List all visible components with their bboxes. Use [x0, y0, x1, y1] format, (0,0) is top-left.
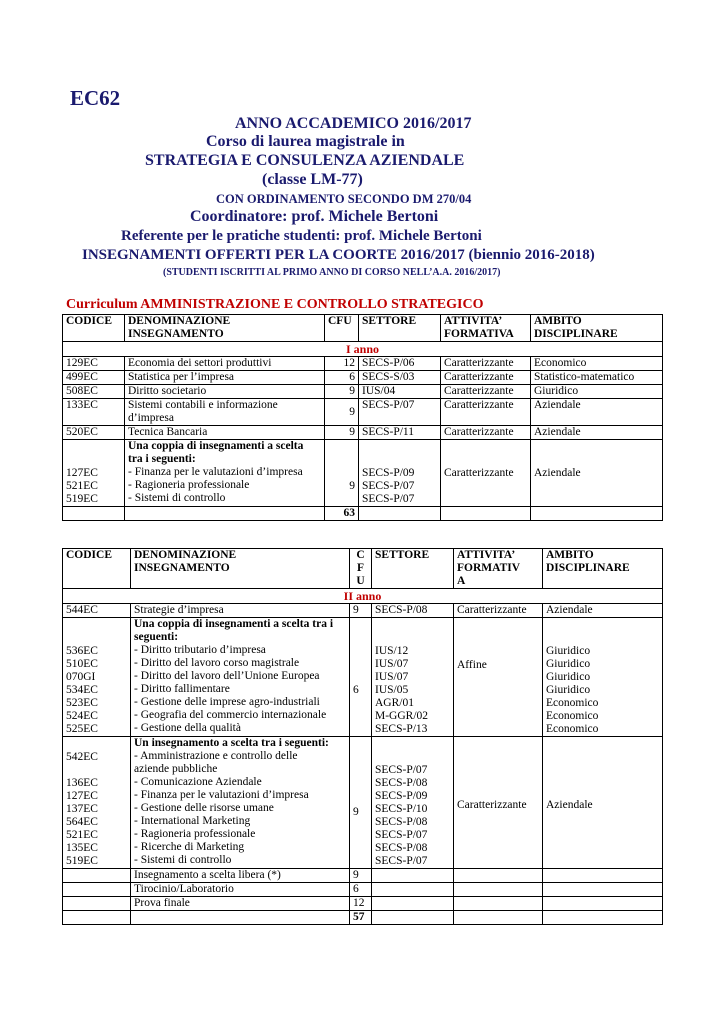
col-header-attivita: ATTIVITA’ FORMATIVA	[441, 315, 531, 342]
cell-cfu: 9	[350, 737, 372, 869]
cell-cfu: 9	[325, 426, 359, 440]
cell-nome: Diritto societario	[125, 385, 325, 399]
cell-group	[131, 737, 350, 869]
total-row	[63, 507, 663, 521]
cell-settori: SECS-P/09 SECS-P/07 SECS-P/07	[359, 440, 441, 507]
table-row	[63, 399, 663, 426]
table-row	[63, 869, 663, 883]
cell-nome: Economia dei settori produttivi	[125, 357, 325, 371]
col-header-codice: CODICE	[63, 315, 125, 342]
cell-attivita: Affine	[454, 618, 543, 737]
col-header-codice: CODICE	[63, 549, 131, 589]
courses-offered: INSEGNAMENTI OFFERTI PER LA COORTE 2016/2017 (biennio 2016-2018)	[82, 247, 595, 263]
col-header-denominazione: DENOMINAZIONE INSEGNAMENTO	[131, 549, 350, 589]
col-header-cfu: CFU	[325, 315, 359, 342]
cell-attivita: Caratterizzante	[441, 399, 531, 426]
table-row	[63, 385, 663, 399]
cell-nome: Tecnica Bancaria	[125, 426, 325, 440]
cell-attivita: Caratterizzante	[441, 385, 531, 399]
cell-settore: SECS-P/08	[372, 604, 454, 618]
col-header-cfu: C F U	[350, 549, 372, 589]
cell-ambito: Statistico-matematico	[531, 371, 663, 385]
cell-nome: Sistemi contabili e informazione d’impresa	[125, 399, 325, 426]
cell-nome: Strategie d’impresa	[131, 604, 350, 618]
regulation: CON ORDINAMENTO SECONDO DM 270/04	[216, 192, 472, 206]
year-label: I anno	[63, 342, 663, 357]
group-title: Una coppia di insegnamenti a scelta tra i seguenti:	[134, 618, 334, 643]
table-header-row	[63, 315, 663, 342]
total-row	[63, 911, 663, 925]
cell-attivita: Caratterizzante	[441, 426, 531, 440]
cell-codice: 544EC	[63, 604, 131, 618]
table-row-choice-group	[63, 440, 663, 507]
cell-ambito: Aziendale	[543, 737, 663, 869]
group-items: - Diritto tributario d’impresa - Diritto del lavoro corso magistrale - Diritto del lavoro dell’Unione Europea - Diritto fallimentare - Gestione delle imprese agro-industriali - Geografia del commercio internazionale - Gestione della qualità	[134, 644, 327, 734]
year-row	[63, 342, 663, 357]
cell-cfu: 9	[350, 604, 372, 618]
table-row	[63, 883, 663, 897]
cell-settori: IUS/12 IUS/07 IUS/07 IUS/05 AGR/01 M-GGR/02 SECS-P/13	[372, 618, 454, 737]
cell-settore: SECS-S/03	[359, 371, 441, 385]
table-row-choice-group	[63, 618, 663, 737]
cell-cfu: 9	[325, 399, 359, 426]
cell-ambiti: Giuridico Giuridico Giuridico Giuridico Economico Economico Economico	[543, 618, 663, 737]
table-row	[63, 371, 663, 385]
col-header-ambito: AMBITO DISCIPLINARE	[531, 315, 663, 342]
table-row	[63, 357, 663, 371]
degree-class: (classe LM-77)	[262, 171, 363, 188]
year-row	[63, 589, 663, 604]
cell-nome: Tirocinio/Laboratorio	[131, 883, 350, 897]
cell-nome: Insegnamento a scelta libera (*)	[131, 869, 350, 883]
cell-codice: 133EC	[63, 399, 125, 426]
cell-cfu: 12	[350, 897, 372, 911]
year-label: II anno	[63, 589, 663, 604]
cell-attivita: Caratterizzante	[454, 604, 543, 618]
cell-settore: SECS-P/07	[359, 399, 441, 426]
academic-year: ANNO ACCADEMICO 2016/2017	[235, 115, 472, 132]
cell-cfu: 6	[325, 371, 359, 385]
col-header-denominazione: DENOMINAZIONE INSEGNAMENTO	[125, 315, 325, 342]
table-row	[63, 897, 663, 911]
students-note: (STUDENTI ISCRITTI AL PRIMO ANNO DI CORSO NELL’A.A. 2016/2017)	[163, 267, 501, 278]
cell-codice: 499EC	[63, 371, 125, 385]
col-header-attivita: ATTIVITA’ FORMATIV A	[454, 549, 543, 589]
col-header-settore: SETTORE	[359, 315, 441, 342]
cell-codici: 542EC 136EC 127EC 137EC 564EC 521EC 135EC 519EC	[63, 737, 131, 869]
cell-group	[131, 618, 350, 737]
table-row-choice-group	[63, 737, 663, 869]
group-title: Un insegnamento a scelta tra i seguenti:	[134, 737, 329, 749]
student-referent: Referente per le pratiche studenti: prof. Michele Bertoni	[121, 228, 482, 244]
cell-ambito: Aziendale	[531, 399, 663, 426]
cell-ambito: Aziendale	[531, 440, 663, 507]
cell-cfu: 6	[350, 883, 372, 897]
cell-attivita: Caratterizzante	[441, 371, 531, 385]
cell-settore: IUS/04	[359, 385, 441, 399]
cell-codici: 536EC 510EC 070GI 534EC 523EC 524EC 525EC	[63, 618, 131, 737]
cell-cfu: 12	[325, 357, 359, 371]
cell-codice: 508EC	[63, 385, 125, 399]
curriculum-title: Curriculum AMMINISTRAZIONE E CONTROLLO STRATEGICO	[66, 297, 484, 312]
cell-cfu: 9	[325, 440, 359, 507]
cell-cfu: 9	[350, 869, 372, 883]
cell-group	[125, 440, 325, 507]
group-items: - Amministrazione e controllo delle aziende pubbliche - Comunicazione Aziendale - Finanza per le valutazioni d’impresa - Gestione delle risorse umane - International Marketing - Ragioneria professionale - Ricerche di Marketing - Sistemi di controllo	[134, 750, 309, 866]
cell-cfu: 6	[350, 618, 372, 737]
document-code: EC62	[70, 86, 121, 110]
cell-settore: SECS-P/06	[359, 357, 441, 371]
cell-codici: 127EC 521EC 519EC	[63, 440, 125, 507]
cell-attivita: Caratterizzante	[454, 737, 543, 869]
degree-type: Corso di laurea magistrale in	[206, 133, 405, 150]
cell-attivita: Caratterizzante	[441, 440, 531, 507]
cell-codice: 520EC	[63, 426, 125, 440]
cell-ambito: Aziendale	[531, 426, 663, 440]
degree-name: STRATEGIA E CONSULENZA AZIENDALE	[145, 152, 465, 169]
table-row	[63, 426, 663, 440]
group-items: - Finanza per le valutazioni d’impresa - Ragioneria professionale - Sistemi di controllo	[128, 466, 303, 504]
col-header-settore: SETTORE	[372, 549, 454, 589]
cell-nome: Prova finale	[131, 897, 350, 911]
courses-table-year-2	[62, 548, 663, 925]
table-row	[63, 604, 663, 618]
cell-ambito: Economico	[531, 357, 663, 371]
cell-cfu: 9	[325, 385, 359, 399]
cell-codice: 129EC	[63, 357, 125, 371]
cell-nome: Statistica per l’impresa	[125, 371, 325, 385]
coordinator: Coordinatore: prof. Michele Bertoni	[190, 208, 439, 225]
courses-table-year-1	[62, 314, 663, 521]
group-title: Una coppia di insegnamenti a scelta tra i seguenti:	[128, 440, 304, 465]
cell-ambito: Aziendale	[543, 604, 663, 618]
col-header-ambito: AMBITO DISCIPLINARE	[543, 549, 663, 589]
cell-attivita: Caratterizzante	[441, 357, 531, 371]
total-cfu: 63	[325, 507, 359, 521]
table-header-row	[63, 549, 663, 589]
cell-ambito: Giuridico	[531, 385, 663, 399]
total-cfu: 57	[350, 911, 372, 925]
cell-settore: SECS-P/11	[359, 426, 441, 440]
cell-settori: SECS-P/07 SECS-P/08 SECS-P/09 SECS-P/10 SECS-P/08 SECS-P/07 SECS-P/08 SECS-P/07	[372, 737, 454, 869]
